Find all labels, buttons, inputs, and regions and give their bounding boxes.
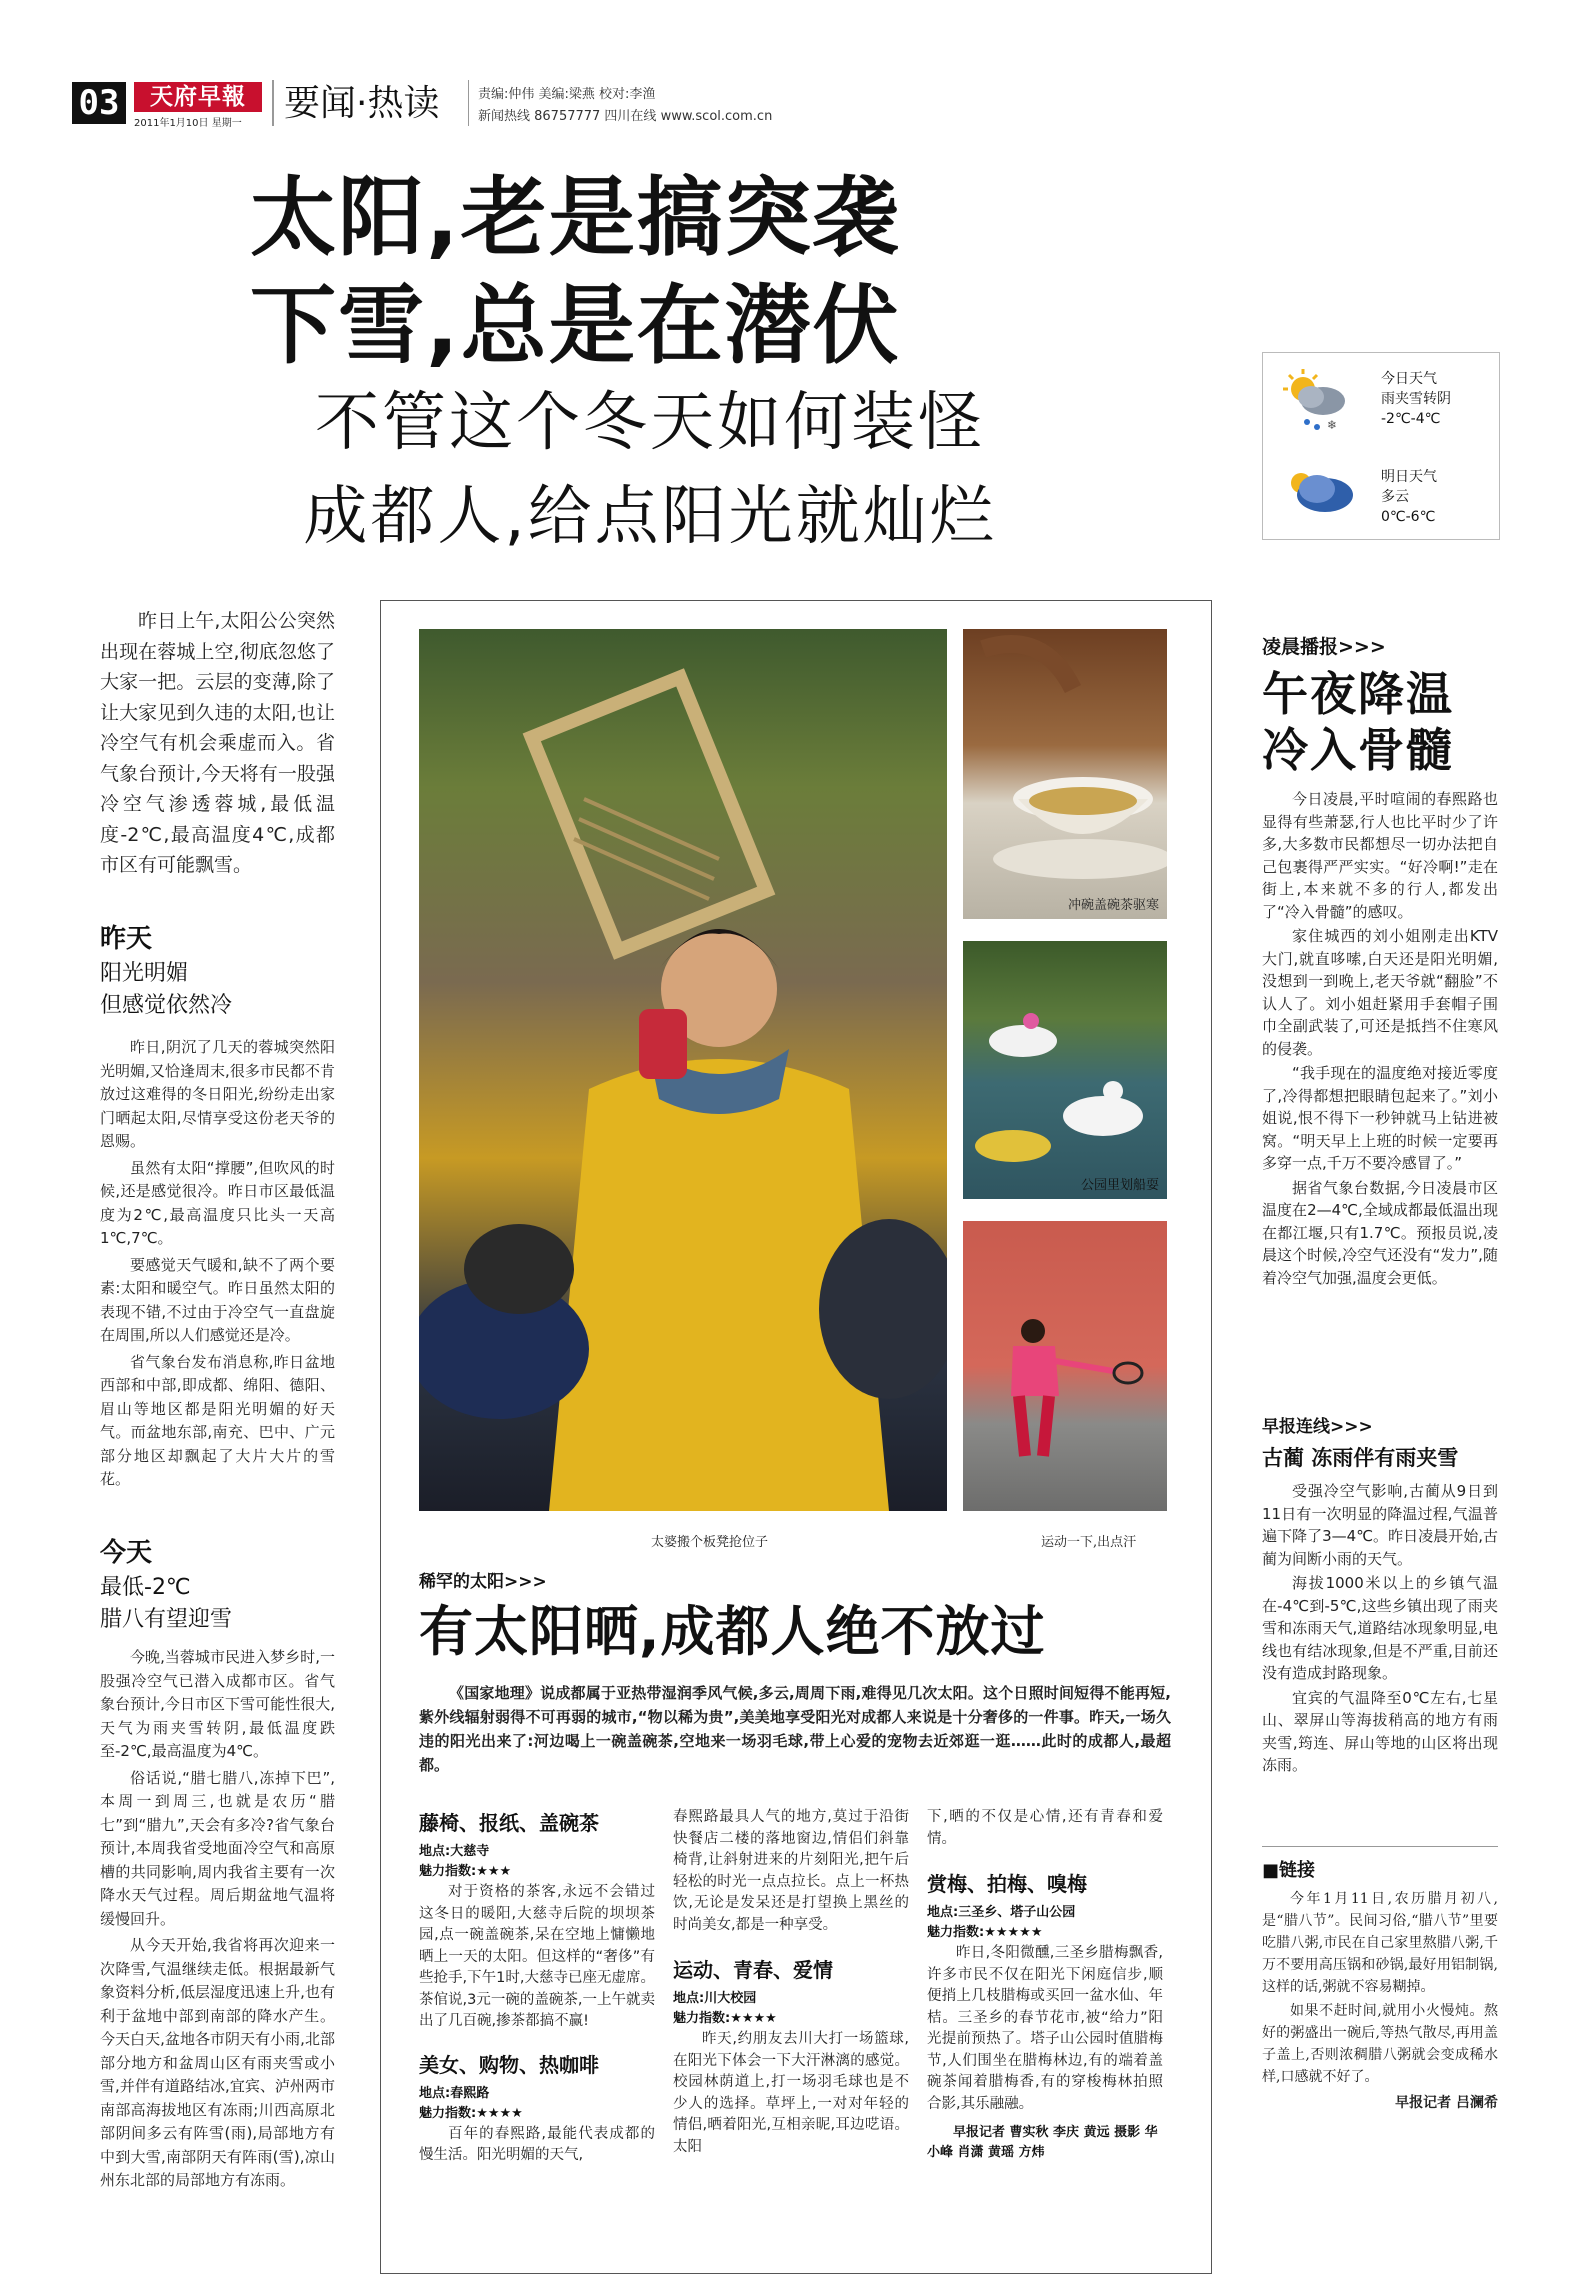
reporter-byline: 早报记者 曹实秋 李庆 黄远 摄影 华小峰 肖潇 黄瑶 方炜 [927,2125,1158,2160]
item-body [927,1807,1163,1850]
page-number: 03 [72,82,126,124]
paragraph: 昨日,冬阳微醺,三圣乡腊梅飘香,许多市民不仅在阳光下闲庭信步,顺便捎上几枝腊梅或买回一盆水仙、年桔。三圣乡的春节花市,被“给力”阳光提前预热了。塔子山公园时值腊梅节,人们围坐在腊梅林边,有的端着盖碗茶闻着腊梅香,有的穿梭梅林拍照合影,其乐融融。 [927,1945,1163,2112]
right-subheadline: 古蔺 冻雨伴有雨夹雪 [1262,1446,1459,1470]
photo-illustration [419,629,947,1511]
today-temp: -2℃-4℃ [1381,411,1441,427]
header-divider [468,80,469,126]
paragraph: 对于资格的茶客,永远不会错过这冬日的暖阳,大慈寺后院的坝坝茶园,点一碗盖碗茶,呆在空地上慵懒地晒上一天的太阳。但这样的“奢侈”有些抢手,下午1时,大慈寺已座无虚席。茶倌说,3元一碗的盖碗茶,一上午就卖出了几百碗,掺茶都搞不赢! [419,1884,655,2029]
tomorrow-weather: 多云 [1381,489,1409,505]
weather-box [1262,352,1500,540]
tomorrow-label: 明日天气 [1381,469,1437,485]
paragraph: 从今天开始,我省将再次迎来一次降雪,气温继续走低。根据最新气象资料分析,低层湿度迅速上升,也有利于盆地中部到南部的降水产生。今天白天,盆地各市阴天有小雨,北部部分地方和盆周山区有雨夹雪或小雪,并伴有道路结冰,宜宾、泸州两市南部高海拔地区有冻雨;川西高原北部阴间多云有阵雪(雨),局部地方有中到大雪,南部阴天有阵雨(雪),凉山州东北部的局部地方有冻雨。 [100,1936,335,2189]
item-title: 赏梅、拍梅、嗅梅 [927,1872,1087,1896]
photo-caption: 运动一下,出点汗 [1041,1535,1137,1550]
paragraph: 海拔1000米以上的乡镇气温在-4℃到-5℃,这些乡镇出现了雨夹雪和冻雨天气,道路结冰现象明显,电线也有结冰现象,但是不严重,目前还没有造成封路现象。 [1262,1574,1498,1682]
photo-caption: 冲碗盖碗茶驱寒 [1067,898,1159,913]
svg-text:❄: ❄ [1327,418,1338,432]
paragraph: 今年1月11日,农历腊月初八,是“腊八节”。民间习俗,“腊八节”里要吃腊八粥,市民在自己家里熬腊八粥,千万不要用高压锅和砂锅,最好用铝制锅,这样的话,粥就不容易糊掉。 [1262,1891,1498,1995]
today-heading: 今天 [100,1538,153,1568]
paragraph: 受强冷空气影响,古蔺从9日到11日有一次明显的降温过程,气温普遍下降了3—4℃。昨日凌晨开始,古蔺为间断小雨的天气。 [1262,1482,1498,1568]
item-title: 藤椅、报纸、盖碗茶 [419,1811,599,1835]
tomorrow-temp: 0℃-6℃ [1381,509,1436,525]
item-body [673,2029,909,2158]
item-place: 地点:川大校园 [673,1991,757,2006]
today-subheading: 最低-2℃ [100,1575,191,1600]
item-title: 运动、青春、爱情 [673,1958,833,1982]
paragraph: 今日凌晨,平时喧闹的春熙路也显得有些萧瑟,行人也比平时少了许多,大多数市民都想尽一切办法把自己包裹得严严实实。“好冷啊!”走在街上,本来就不多的行人,都发出了“冷入骨髓”的感叹。 [1262,790,1498,921]
today-body [100,1646,335,2196]
issue-date: 2011年1月10日 星期一 [134,118,242,129]
paragraph: 百年的春熙路,最能代表成都的慢生活。阳光明媚的天气, [419,2125,655,2163]
lead-text: 《国家地理》说成都属于亚热带湿润季风气候,多云,周周下雨,难得见几次太阳。这个日照时间短得不能再短,紫外线辐射弱得不可再弱的城市,“物以稀为贵”,美美地享受阳光对成都人来说是十分奢侈的一件事。昨天,一场久违的阳光出来了:河边喝上一碗盖碗茶,空地来一场羽毛球,带上心爱的宠物去近郊逛一逛……此时的成都人,最超都。 [419,1684,1171,1774]
teacup-illustration [963,629,1167,919]
yesterday-body [100,1036,335,1495]
editor-credits [478,84,772,128]
item-rating: 魅力指数:★★★★★ [927,1925,1043,1940]
item-rating: 魅力指数:★★★ [419,1864,512,1879]
right-headline: 午夜降温 [1262,667,1454,721]
section-kicker: 凌晨播报>>> [1262,636,1386,658]
item-body [419,2124,655,2167]
paragraph: 今晚,当蓉城市民进入梦乡时,一股强冷空气已潜入成都市区。省气象台预计,今日市区下雪可能性很大,天气为雨夹雪转阴,最低温度跌至-2℃,最高温度为4℃。 [100,1648,335,1760]
feature-kicker: 稀罕的太阳>>> [419,1572,547,1592]
feature-box [380,600,1212,2274]
section-divider [1262,1846,1498,1847]
item-body [927,1943,1163,2115]
section-title: 要闻·热读 [284,83,440,124]
park-photo [963,941,1167,1199]
cloudy-icon [1281,461,1361,519]
tea-photo [963,629,1167,919]
feature-lead [419,1681,1171,1777]
feature-title: 有太阳晒,成都人绝不放过 [419,1600,1046,1663]
yesterday-heading: 昨天 [100,924,153,954]
newspaper-logo: 天府早報 [134,82,262,112]
item-place: 地点:三圣乡、塔子山公园 [927,1905,1076,1920]
main-headline-line2: 下雪,总是在潜伏 [250,276,901,376]
item-body [673,1807,909,1936]
item-title: 美女、购物、热咖啡 [419,2052,599,2077]
feature-column-3 [927,1807,1163,2163]
link-heading: ■链接 [1262,1860,1316,1881]
photo-caption: 太婆搬个板凳抢位子 [651,1535,769,1550]
paragraph: 宜宾的气温降至0℃左右,七星山、翠屏山等海拔稍高的地方有雨夹雪,筠连、屏山等地的山区将出现冻雨。 [1262,1688,1498,1774]
paragraph: 春熙路最具人气的地方,莫过于沿街快餐店二楼的落地窗边,情侣们斜靠椅背,让斜射进来的片刻阳光,把午后轻松的时光一点点拉长。点上一杯热饮,无论是发呆还是打望换上黑丝的时尚美女,都是一种享受。 [673,1809,909,1933]
yesterday-subheading: 但感觉依然冷 [100,993,233,1018]
subheadline-line1: 不管这个冬天如何装怪 [315,386,985,460]
today-weather: 雨夹雪转阴 [1381,391,1451,407]
paragraph: 省气象台发布消息称,昨日盆地西部和中部,即成都、绵阳、德阳、眉山等地区都是阳光明媚的好天气。而盆地东部,南充、巴中、广元部分地区却飘起了大片大片的雪花。 [100,1352,335,1488]
sun-rain-snow-icon [1281,367,1351,433]
item-rating: 魅力指数:★★★★ [419,2105,523,2121]
paragraph: 昨日,阴沉了几天的蓉城突然阳光明媚,又恰逢周末,很多市民都不肯放过这难得的冬日阳光,纷纷走出家门晒起太阳,尽情享受这份老天爷的恩赐。 [100,1038,335,1150]
item-place: 地点:春熙路 [419,2085,490,2101]
main-headline-line1: 太阳,老是搞突袭 [250,168,901,268]
hotline-line: 新闻热线 86757777 四川在线 www.scol.com.cn [478,109,773,124]
paragraph: 俗话说,“腊七腊八,冻掉下巴”,本周一到周三,也就是农历“腊七”到“腊九”,天会有多冷?省气象台预计,本周我省受地面冷空气和高原槽的共同影响,周内我省主要有一次降水天气过程。周后期盆地气温将缓慢回升。 [100,1768,335,1928]
paragraph: 下,晒的不仅是心情,还有青春和爱情。 [927,1809,1163,1847]
header-divider [272,80,274,126]
today-label: 今日天气 [1381,371,1437,387]
item-body [419,1882,655,2033]
link-body [1262,1888,1498,2114]
subheadline-line2: 成都人,给点阳光就灿烂 [303,480,997,554]
paragraph: “我手现在的温度绝对接近零度了,冷得都想把眼睛包起来了。”刘小姐说,恨不得下一秒钟就马上钻进被窝。“明天早上上班的时候一定要再多穿一点,千万不要冷感冒了。” [1262,1064,1498,1172]
lead-paragraph [100,606,335,884]
reporter-byline: 早报记者 吕澜希 [1395,2095,1498,2111]
paragraph: 虽然有太阳“撑腰”,但吹风的时候,还是感觉很冷。昨日市区最低温度为2℃,最高温度只比头一天高1℃,7℃。 [100,1158,335,1247]
photo-caption: 公园里划船耍 [1080,1178,1159,1193]
paragraph: 要感觉天气暖和,缺不了两个要素:太阳和暖空气。昨日虽然太阳的表现不错,不过由于冷空气一直盘旋在周围,所以人们感觉还是冷。 [100,1255,335,1344]
today-subheading: 腊八有望迎雪 [100,1607,233,1632]
right-headline: 冷入骨髓 [1262,723,1454,777]
badminton-illustration [963,1221,1167,1511]
feature-column-2 [673,1807,909,2158]
sport-photo [963,1221,1167,1511]
main-photo [419,629,947,1511]
credits-line: 责编:仲伟 美编:梁燕 校对:李渔 [478,87,656,102]
boats-illustration [963,941,1167,1199]
lead-text: 昨日上午,太阳公公突然出现在蓉城上空,彻底忽悠了大家一把。云层的变薄,除了让大家见到久违的太阳,也让冷空气有机会乘虚而入。省气象台预计,今天将有一股强冷空气渗透蓉城,最低温度-2℃,最高温度4℃,成都市区有可能飘雪。 [100,610,335,876]
section-kicker: 早报连线>>> [1262,1417,1373,1437]
paragraph: 如果不赶时间,就用小火慢炖。熬好的粥盛出一碗后,等热气散尽,再用盖子盖上,否则浓稠腊八粥就会变成稀水样,口感就不好了。 [1262,2003,1498,2085]
item-rating: 魅力指数:★★★★ [673,2011,777,2026]
overnight-report-body [1262,788,1498,1291]
gulin-report-body [1262,1480,1498,1779]
feature-column-1 [419,1807,655,2167]
paragraph: 昨天,约朋友去川大打一场篮球,在阳光下体会一下大汗淋漓的感觉。校园林荫道上,打一场羽毛球也是不少人的选择。草坪上,一对对年轻的情侣,晒着阳光,互相亲昵,耳边呓语。太阳 [673,2031,909,2155]
yesterday-subheading: 阳光明媚 [100,961,189,986]
item-place: 地点:大慈寺 [419,1844,490,1859]
paragraph: 家住城西的刘小姐刚走出KTV大门,就直哆嗦,白天还是阳光明媚,没想到一到晚上,老天爷就“翻脸”不认人了。刘小姐赶紧用手套帽子围巾全副武装了,可还是抵挡不住寒风的侵袭。 [1262,927,1498,1058]
paragraph: 据省气象台数据,今日凌晨市区温度在2—4℃,全域成都最低温出现在都江堰,只有1.7℃。预报员说,凌晨这个时候,冷空气还没有“发力”,随着冷空气加强,温度会更低。 [1262,1178,1498,1287]
